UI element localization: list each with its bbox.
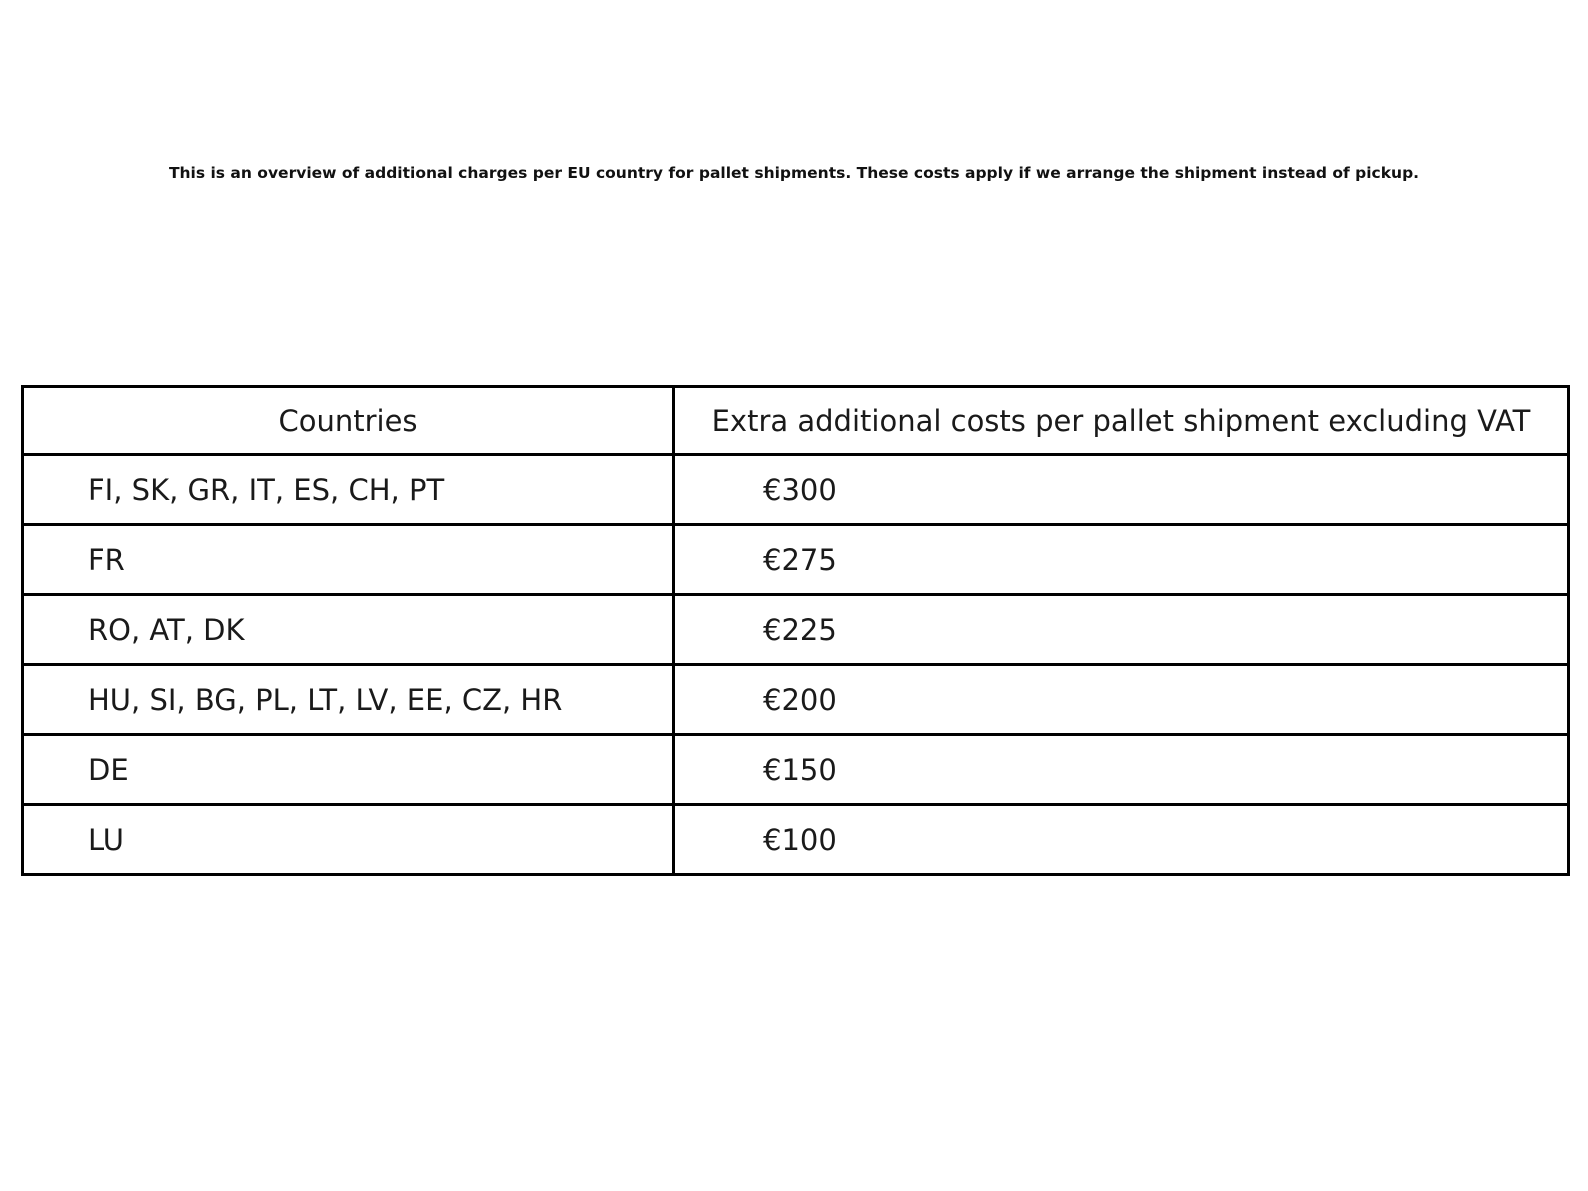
table-row (23, 455, 1569, 525)
cost-cell: €225 (674, 595, 1569, 665)
table-row (23, 665, 1569, 735)
countries-cell: RO, AT, DK (23, 595, 674, 665)
countries-cell: LU (23, 805, 674, 875)
table-row (23, 595, 1569, 665)
table-row (23, 735, 1569, 805)
cost-cell: €200 (674, 665, 1569, 735)
cost-cell: €150 (674, 735, 1569, 805)
countries-cell: HU, SI, BG, PL, LT, LV, EE, CZ, HR (23, 665, 674, 735)
charges-table (21, 385, 1570, 876)
page-title: This is an overview of additional charges per EU country for pallet shipments. These costs apply if we arrange the shipment instead of pickup. (168, 164, 1420, 182)
countries-cell: DE (23, 735, 674, 805)
countries-cell: FI, SK, GR, IT, ES, CH, PT (23, 455, 674, 525)
cost-cell: €100 (674, 805, 1569, 875)
cost-cell: €275 (674, 525, 1569, 595)
countries-cell: FR (23, 525, 674, 595)
cost-cell: €300 (674, 455, 1569, 525)
table-row (23, 525, 1569, 595)
table-row (23, 805, 1569, 875)
table-header-row (23, 387, 1569, 455)
column-header-countries: Countries (23, 387, 674, 455)
column-header-costs: Extra additional costs per pallet shipment excluding VAT (674, 387, 1569, 455)
